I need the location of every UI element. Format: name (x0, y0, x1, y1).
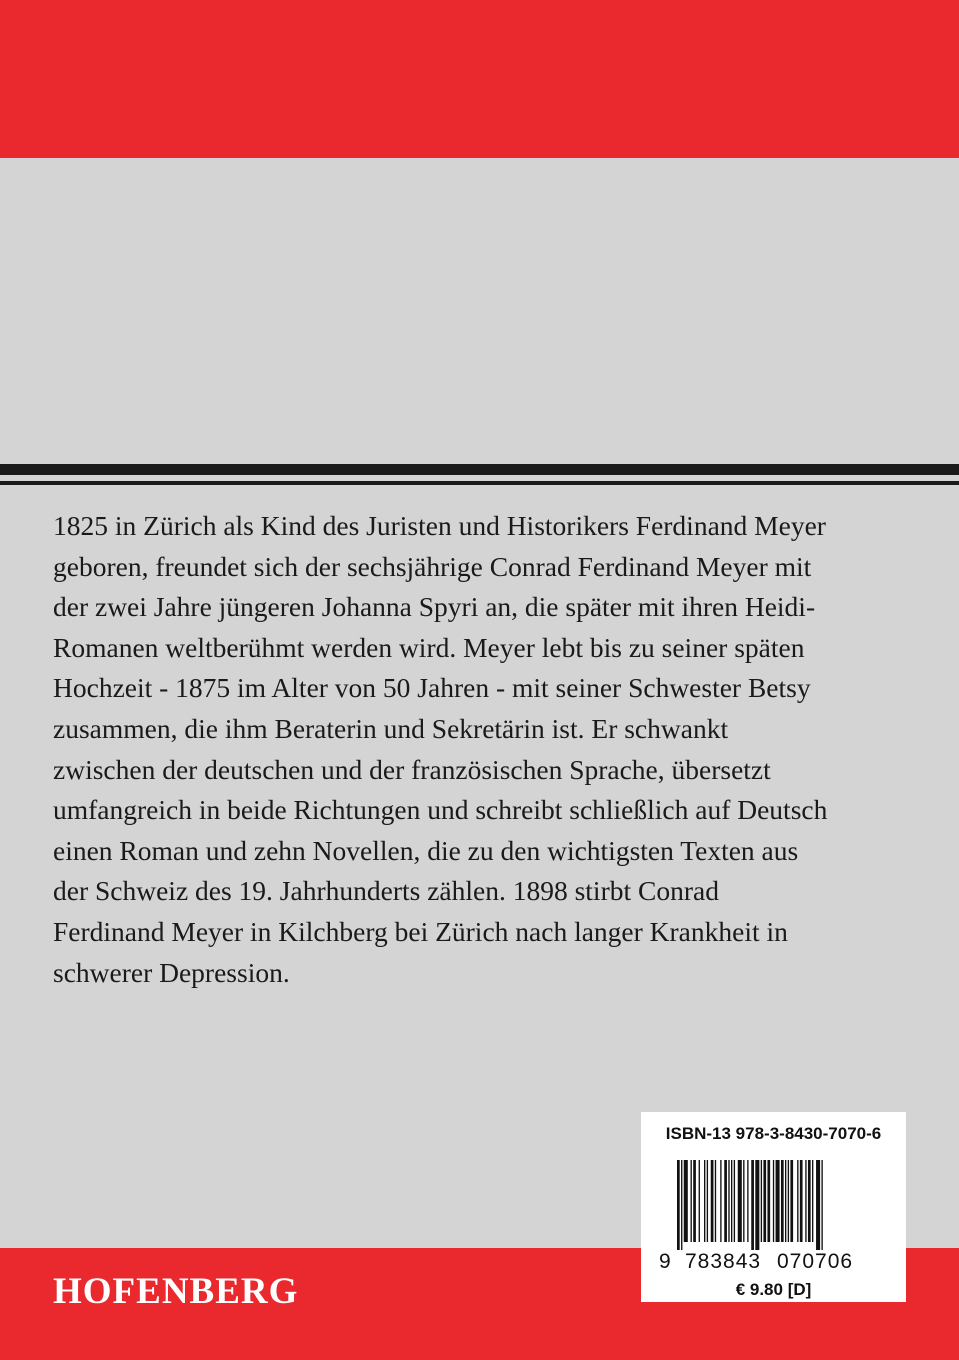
top-red-band (0, 0, 959, 158)
barcode-bar (785, 1160, 786, 1242)
barcode-bar (751, 1160, 754, 1250)
barcode-bar (776, 1160, 780, 1242)
ean-first-digit: 9 (659, 1250, 672, 1273)
barcode-bar (767, 1160, 770, 1242)
barcode-bar (707, 1160, 708, 1242)
barcode-bar (797, 1160, 798, 1242)
barcode-bar (711, 1160, 714, 1242)
barcode-graphic (677, 1160, 867, 1250)
barcode-bar (691, 1160, 692, 1242)
barcode-bar (773, 1160, 774, 1242)
barcode-bar (734, 1160, 735, 1242)
barcode-bar (781, 1160, 784, 1242)
barcode-bar (755, 1160, 759, 1250)
barcode-bar (684, 1160, 688, 1242)
barcode-bar (681, 1160, 682, 1250)
barcode-bar (812, 1160, 813, 1242)
isbn-label: ISBN-13 978-3-8430-7070-6 (665, 1124, 882, 1143)
isbn-barcode-box (641, 1112, 906, 1302)
barcode-bar (808, 1160, 811, 1242)
barcode-bar (763, 1160, 766, 1242)
blurb-line: 1825 in Zürich als Kind des Juristen und Historikers Ferdinand Meyer (53, 510, 826, 541)
back-cover-blurb (53, 506, 913, 993)
blurb-line: der zwei Jahre jüngeren Johanna Spyri an, die später mit ihren Heidi- (53, 591, 816, 623)
blurb-line: einen Roman und zehn Novellen, die zu den wichtigsten Texten aus (53, 834, 799, 866)
barcode-bar (761, 1160, 762, 1242)
barcode-bar (693, 1160, 696, 1242)
barcode-bar (790, 1160, 793, 1242)
barcode-bar (816, 1160, 820, 1250)
barcode-bar (731, 1160, 732, 1242)
barcode-bar (743, 1160, 744, 1242)
barcode-bar (720, 1160, 721, 1242)
barcode-bar (724, 1160, 727, 1242)
barcode-bar (677, 1160, 680, 1250)
barcode-bar (788, 1160, 789, 1242)
barcode-bar (747, 1160, 748, 1242)
barcode-bar (821, 1160, 822, 1250)
divider-thick-rule (0, 464, 959, 475)
publisher-logo: HOFENBERG (53, 1271, 299, 1312)
blurb-line: zusammen, die ihm Beraterin und Sekretärin ist. Er schwankt (53, 712, 729, 744)
blurb-line: der Schweiz des 19. Jahrhunderts zählen. 1898 stirbt Conrad (53, 875, 719, 907)
blurb-line: Ferdinand Meyer in Kilchberg bei Zürich nach langer Krankheit in (53, 915, 788, 947)
barcode-bar (715, 1160, 716, 1242)
ean-right-group: 070706 (777, 1250, 854, 1273)
barcode-bar (704, 1160, 705, 1242)
blurb-line: Hochzeit - 1875 im Alter von 50 Jahren - mit seiner Schwester Betsy (53, 672, 811, 704)
price-label: € 9.80 [D] (735, 1280, 812, 1299)
blurb-line: schwerer Depression. (53, 956, 290, 988)
blurb-line: geboren, freundet sich der sechsjährige Conrad Ferdinand Meyer mit (53, 550, 812, 582)
barcode-bar (805, 1160, 806, 1242)
barcode-bar (728, 1160, 729, 1242)
barcode-bar (800, 1160, 803, 1242)
blurb-line: zwischen der deutschen und der französischen Sprache, übersetzt (53, 753, 771, 785)
barcode-bar (699, 1160, 700, 1242)
blurb-line: umfangreich in beide Richtungen und schreibt schließlich auf Deutsch (53, 794, 828, 826)
blurb-line: Romanen weltberühmt werden wird. Meyer lebt bis zu seiner späten (53, 631, 805, 663)
ean-left-group: 783843 (685, 1250, 762, 1273)
barcode-bar (738, 1160, 742, 1242)
divider-thin-rule (0, 481, 959, 485)
